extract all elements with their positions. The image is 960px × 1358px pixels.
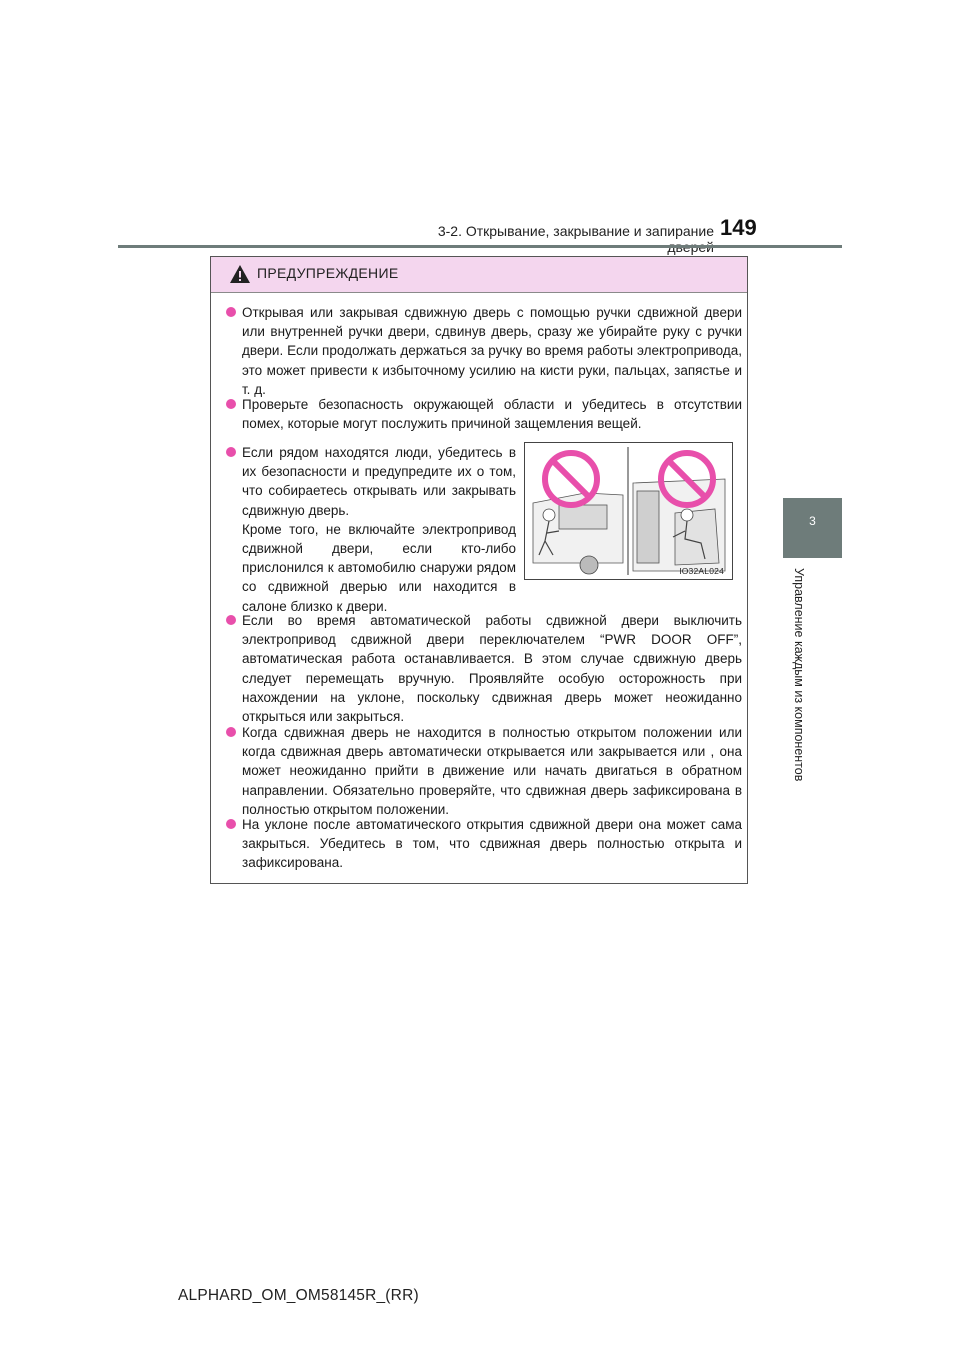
bullet-icon: [226, 615, 236, 625]
bullet-icon: [226, 307, 236, 317]
illustration: [524, 442, 733, 580]
warning-item-text: Проверьте безопасность окружающей области и убедитесь в отсутствии помех, которые могут послужить причиной защемления вещей.: [242, 397, 742, 432]
warning-item-paragraph: Если рядом находятся люди, убедитесь в их безопасности и предупредите их о том, что собираетесь открывать или закрывать сдвижную дверь.: [242, 445, 516, 518]
warning-item: [226, 723, 742, 819]
bullet-icon: [226, 447, 236, 457]
warning-title: ПРЕДУПРЕЖДЕНИЕ: [257, 265, 399, 281]
warning-item-text: Открывая или закрывая сдвижную дверь с помощью ручки сдвижной двери или внутренней ручки двери, сдвинув дверь, сразу же убирайте руку с ручки двери. Если продолжать держаться за ручку во время работы электропривода, это может привести к избыточному усилию на кисти руки, пальцах, запястье и т. д.: [242, 305, 742, 397]
warning-header: [211, 257, 747, 293]
bullet-icon: [226, 399, 236, 409]
page-number: 149: [720, 215, 757, 240]
warning-item-paragraph: Кроме того, не включайте электропривод сдвижной двери, если кто-либо прислонился к автомобилю снаружи рядом со сдвижной дверью или находится в салоне близко к двери.: [242, 521, 516, 614]
bullet-icon: [226, 819, 236, 829]
warning-item: [226, 395, 742, 433]
header-divider: [118, 245, 842, 248]
warning-triangle-icon: [229, 264, 251, 284]
sliding-door-illustration: [525, 443, 732, 579]
warning-item-text: [242, 443, 516, 616]
warning-item: [226, 303, 742, 399]
chapter-tab: [783, 498, 842, 558]
chapter-title: Управление каждым из компонентов: [792, 568, 806, 782]
warning-box: [210, 256, 748, 884]
figure-code: IO32AL024: [679, 566, 724, 576]
warning-item: [226, 815, 742, 873]
warning-item-text: Когда сдвижная дверь не находится в полностью открытом положении или когда сдвижная дверь автоматически открывается или закрывается или , она может неожиданно прийти в движение или начать двигаться в обратном направлении. Обязательно проверяйте, что сдвижная дверь зафиксирована в полностью открытом положении.: [242, 725, 742, 817]
bullet-icon: [226, 727, 236, 737]
warning-item: [226, 611, 742, 726]
warning-item-text: На уклоне после автоматического открытия сдвижной двери она может сама закрыться. Убедитесь в том, что сдвижная дверь полностью открыта и зафиксирована.: [242, 817, 742, 871]
section-title: 3-2. Открывание, закрывание и запирание: [437, 223, 714, 239]
warning-item: [226, 443, 516, 616]
document-id: ALPHARD_OM_OM58145R_(RR): [178, 1287, 419, 1304]
chapter-number: 3: [809, 514, 816, 528]
warning-item-text: Если во время автоматической работы сдвижной двери выключить электропривод сдвижной двери переключателем “PWR DOOR OFF”, автоматическая работа останавливается. В этом случае сдвижную дверь следует перемещать вручную. Проявляйте особую осторожность при нахождении на уклоне, поскольку сдвижная дверь может неожиданно открыться или закрыться.: [242, 613, 742, 725]
